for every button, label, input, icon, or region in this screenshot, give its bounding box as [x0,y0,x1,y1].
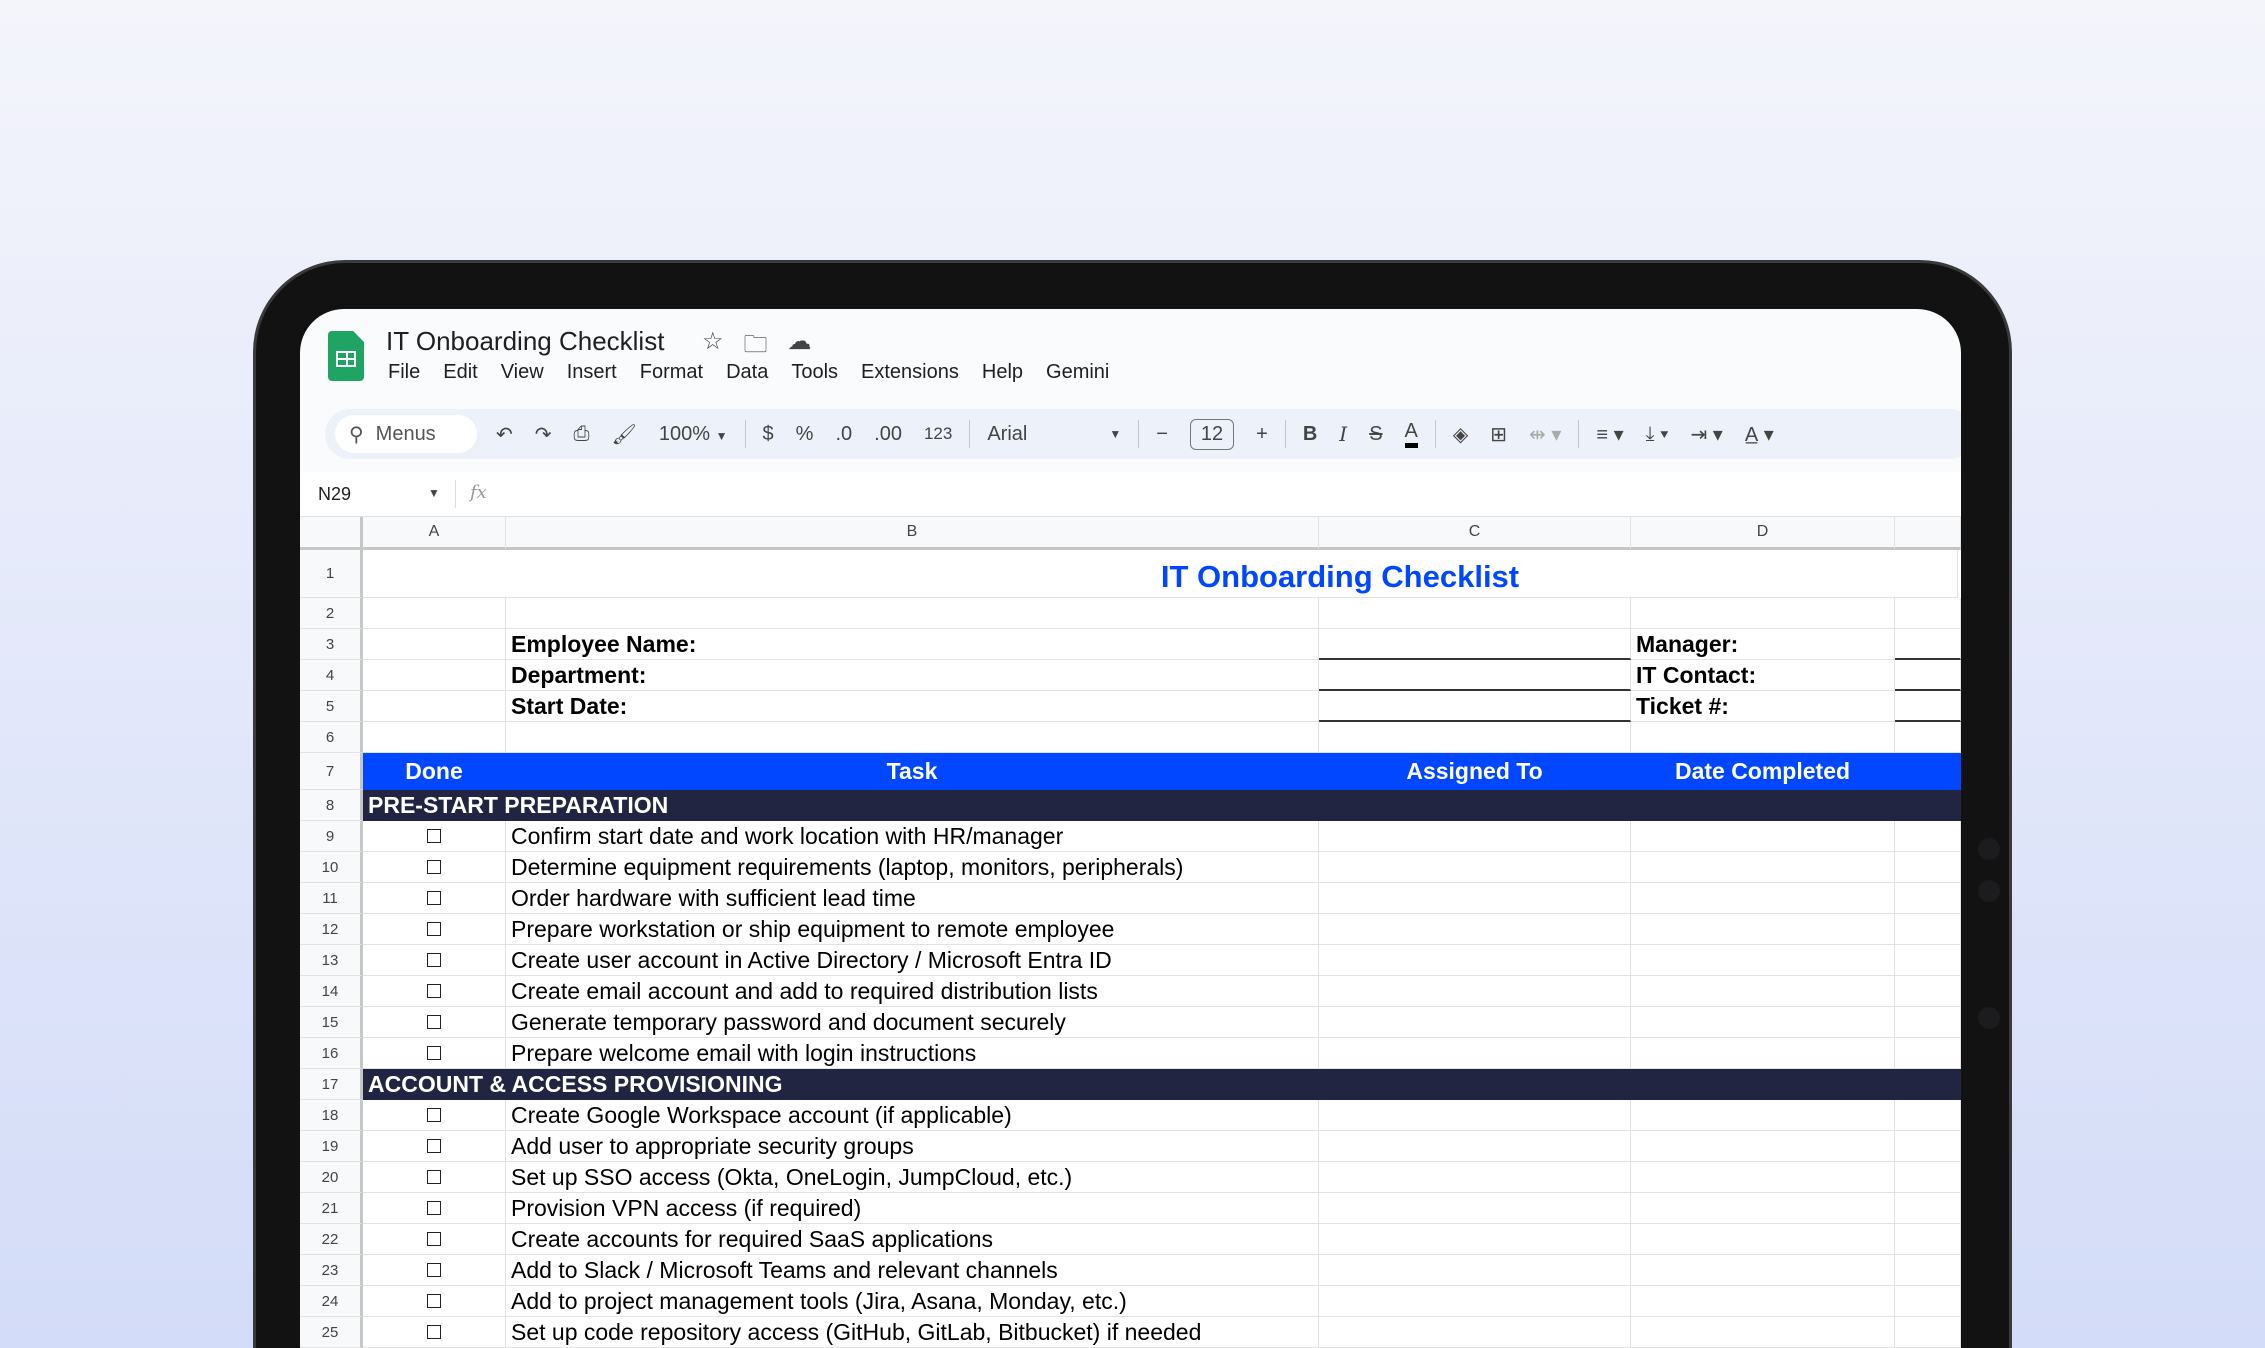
bold-button[interactable]: B [1302,422,1318,445]
row-header[interactable]: 12 [300,914,363,945]
row-header[interactable]: 2 [300,598,363,629]
date-completed-cell[interactable] [1631,1007,1895,1038]
info-input[interactable] [1319,660,1631,691]
checkbox[interactable] [427,1263,441,1277]
done-checkbox-cell[interactable] [363,1038,506,1069]
cell[interactable] [363,722,506,753]
info-label[interactable]: Department: [506,660,1319,691]
task-cell[interactable]: Add user to appropriate security groups [506,1131,1319,1162]
borders-icon[interactable]: ⊞ [1490,423,1508,446]
table-row [300,821,1961,852]
row-header[interactable]: 17 [300,1069,363,1100]
row-header[interactable]: 15 [300,1007,363,1038]
cell[interactable] [1319,598,1631,629]
bezel-button-icon [1978,838,2000,860]
increase-font-size-icon[interactable]: + [1256,422,1268,445]
print-icon[interactable]: ⎙ [573,422,590,445]
table-row [300,598,1961,629]
cell[interactable] [1895,852,1961,883]
date-completed-cell[interactable] [1631,1255,1895,1286]
italic-button[interactable]: I [1339,422,1348,446]
star-icon[interactable]: ☆ [702,328,724,355]
row-header[interactable]: 18 [300,1100,363,1131]
date-completed-cell[interactable] [1631,821,1895,852]
select-all-corner[interactable] [300,517,363,550]
assigned-to-cell[interactable] [1319,1038,1631,1069]
task-cell[interactable]: Create Google Workspace account (if applicable) [506,1100,1319,1131]
divider [1435,420,1436,448]
row-header[interactable]: 25 [300,1317,363,1348]
done-checkbox-cell[interactable] [363,1131,506,1162]
date-completed-cell[interactable] [1631,1224,1895,1255]
table-row [300,1224,1961,1255]
move-folder-icon[interactable]: 🗀 [743,331,768,358]
text-rotation-icon[interactable]: A̲ ▾ [1744,423,1774,446]
spreadsheet-grid [300,517,1961,1348]
cell[interactable] [1895,1007,1961,1038]
cell[interactable] [1895,821,1961,852]
cell[interactable] [506,598,1319,629]
done-checkbox-cell[interactable] [363,852,506,883]
info-label[interactable]: IT Contact: [1631,660,1895,691]
done-checkbox-cell[interactable] [363,1317,506,1348]
task-cell[interactable]: Create email account and add to required distribution lists [506,976,1319,1007]
done-checkbox-cell[interactable] [363,945,506,976]
done-checkbox-cell[interactable] [363,1100,506,1131]
checkbox[interactable] [427,1232,441,1246]
table-row [300,660,1961,691]
table-row [300,1131,1961,1162]
checkbox[interactable] [427,1325,441,1339]
table-row [300,691,1961,722]
task-cell[interactable]: Create user account in Active Directory / Microsoft Entra ID [506,945,1319,976]
date-completed-cell[interactable] [1631,1317,1895,1348]
info-label[interactable]: Start Date: [506,691,1319,722]
row-header[interactable]: 23 [300,1255,363,1286]
table-row [300,517,1961,550]
cell[interactable] [363,629,506,660]
cell[interactable] [1895,598,1961,629]
table-row [300,1193,1961,1224]
divider [969,420,970,448]
checkbox[interactable] [427,829,441,843]
checkbox[interactable] [427,1139,441,1153]
text-wrap-icon[interactable]: ⇥ ▾ [1690,423,1723,446]
checkbox[interactable] [427,1201,441,1215]
info-input[interactable] [1319,629,1631,660]
column-header[interactable]: B [506,517,1319,550]
info-input[interactable] [1319,691,1631,722]
table-row [300,753,1961,790]
menu-extensions[interactable]: Extensions [861,361,959,383]
done-checkbox-cell[interactable] [363,1255,506,1286]
table-row [300,914,1961,945]
assigned-to-cell[interactable] [1319,1131,1631,1162]
row-header[interactable]: 8 [300,790,363,821]
checkbox[interactable] [427,860,441,874]
menu-file[interactable]: File [388,361,421,383]
task-cell[interactable]: Order hardware with sufficient lead time [506,883,1319,914]
menu-tools[interactable]: Tools [791,361,839,383]
bezel-button-icon [1978,1007,2000,1029]
table-row [300,1007,1961,1038]
zoom-select[interactable] [659,423,728,446]
checkbox[interactable] [427,984,441,998]
done-checkbox-cell[interactable] [363,1286,506,1317]
column-title[interactable]: Date Completed [1631,753,1895,790]
done-checkbox-cell[interactable] [363,821,506,852]
task-cell[interactable]: Set up code repository access (GitHub, GitLab, Bitbucket) if needed [506,1317,1319,1348]
task-cell[interactable]: Set up SSO access (Okta, OneLogin, JumpCloud, etc.) [506,1162,1319,1193]
row-header[interactable]: 3 [300,629,363,660]
increase-decimal-button[interactable]: .00 [874,422,902,445]
done-checkbox-cell[interactable] [363,1224,506,1255]
toolbar [325,409,1961,459]
done-checkbox-cell[interactable] [363,883,506,914]
cell[interactable] [1895,1162,1961,1193]
row-header[interactable]: 19 [300,1131,363,1162]
cell[interactable] [1895,1255,1961,1286]
assigned-to-cell[interactable] [1319,821,1631,852]
table-row [300,722,1961,753]
date-completed-cell[interactable] [1631,1193,1895,1224]
menu-help[interactable]: Help [981,361,1024,383]
date-completed-cell[interactable] [1631,945,1895,976]
divider [1138,420,1139,448]
redo-icon[interactable]: ↷ [534,423,552,446]
checkbox[interactable] [427,1108,441,1122]
divider [1285,420,1286,448]
task-cell[interactable]: Prepare workstation or ship equipment to remote employee [506,914,1319,945]
fill-color-icon[interactable]: ◈ [1452,423,1469,446]
task-cell[interactable]: Add to project management tools (Jira, Asana, Monday, etc.) [506,1286,1319,1317]
row-header[interactable]: 6 [300,722,363,753]
row-header[interactable]: 11 [300,883,363,914]
column-title[interactable]: Task [506,753,1319,790]
table-row [300,629,1961,660]
table-row [300,976,1961,1007]
date-completed-cell[interactable] [1631,883,1895,914]
column-header[interactable] [1895,517,1961,550]
table-row [300,1162,1961,1193]
checkbox[interactable] [427,1015,441,1029]
row-header[interactable]: 21 [300,1193,363,1224]
cell[interactable] [1895,1193,1961,1224]
row-header[interactable]: 14 [300,976,363,1007]
cell[interactable] [1319,722,1631,753]
date-completed-cell[interactable] [1631,1131,1895,1162]
table-row [300,945,1961,976]
cell[interactable] [1895,1224,1961,1255]
strikethrough-icon[interactable]: S [1369,422,1383,445]
row-header[interactable]: 16 [300,1038,363,1069]
checkbox[interactable] [427,1294,441,1308]
checkbox[interactable] [427,953,441,967]
row-header[interactable]: 24 [300,1286,363,1317]
row-header[interactable]: 7 [300,753,363,790]
done-checkbox-cell[interactable] [363,1007,506,1038]
info-label[interactable]: Ticket #: [1631,691,1895,722]
info-input[interactable] [1895,660,1961,691]
cell[interactable] [363,660,506,691]
menu-format[interactable]: Format [639,361,704,383]
sheets-logo-icon[interactable] [328,331,364,381]
menu-data[interactable]: Data [726,361,769,383]
cell[interactable] [1895,1286,1961,1317]
table-row [300,1038,1961,1069]
align-left-icon[interactable]: ≡ ▾ [1596,423,1624,446]
table-row [300,883,1961,914]
formula-bar [300,472,1961,517]
done-checkbox-cell[interactable] [363,976,506,1007]
date-completed-cell[interactable] [1631,1038,1895,1069]
section-header[interactable]: PRE-START PREPARATION [363,790,1961,821]
column-header[interactable]: A [363,517,506,550]
assigned-to-cell[interactable] [1319,852,1631,883]
assigned-to-cell[interactable] [1319,914,1631,945]
task-cell[interactable]: Provision VPN access (if required) [506,1193,1319,1224]
date-completed-cell[interactable] [1631,1162,1895,1193]
menu-insert[interactable]: Insert [566,361,617,383]
info-label[interactable]: Employee Name: [506,629,1319,660]
name-box[interactable]: N29 [318,484,352,504]
row-header[interactable]: 13 [300,945,363,976]
row-header[interactable]: 1 [300,550,363,598]
cell[interactable] [363,598,506,629]
table-row [300,1317,1961,1348]
done-checkbox-cell[interactable] [363,914,506,945]
checkbox[interactable] [427,922,441,936]
chevron-down-icon[interactable]: ▼ [1109,427,1122,441]
cell[interactable] [1895,883,1961,914]
task-cell[interactable]: Determine equipment requirements (laptop, monitors, peripherals) [506,852,1319,883]
assigned-to-cell[interactable] [1319,1224,1631,1255]
row-header[interactable]: 9 [300,821,363,852]
document-title[interactable]: IT Onboarding Checklist [386,326,665,356]
date-completed-cell[interactable] [1631,914,1895,945]
date-completed-cell[interactable] [1631,1100,1895,1131]
checkbox[interactable] [427,891,441,905]
checkbox[interactable] [427,1170,441,1184]
assigned-to-cell[interactable] [1319,1100,1631,1131]
paint-format-icon[interactable]: 🖌 [611,423,637,446]
decrease-decimal-button[interactable]: .0 [835,422,853,445]
menu-view[interactable]: View [500,361,544,383]
done-checkbox-cell[interactable] [363,1193,506,1224]
cell[interactable] [363,691,506,722]
assigned-to-cell[interactable] [1319,945,1631,976]
menu-edit[interactable]: Edit [443,361,478,383]
cell[interactable] [1895,976,1961,1007]
assigned-to-cell[interactable] [1319,1007,1631,1038]
info-input[interactable] [1895,691,1961,722]
section-header[interactable]: ACCOUNT & ACCESS PROVISIONING [363,1069,1961,1100]
table-row [300,1286,1961,1317]
percent-button[interactable]: % [795,422,814,445]
cell[interactable] [506,722,1319,753]
task-cell[interactable]: Generate temporary password and document securely [506,1007,1319,1038]
column-title[interactable]: Assigned To [1319,753,1631,790]
table-row [300,790,1961,821]
currency-button[interactable]: $ [762,422,774,445]
info-label[interactable]: Manager: [1631,629,1895,660]
date-completed-cell[interactable] [1631,1286,1895,1317]
checkbox[interactable] [427,1046,441,1060]
menus-search-label: Menus [375,422,436,445]
cloud-saved-icon[interactable]: ☁ [787,328,812,355]
cell[interactable] [1895,914,1961,945]
assigned-to-cell[interactable] [1319,883,1631,914]
date-completed-cell[interactable] [1631,976,1895,1007]
menus-search[interactable] [335,415,477,453]
done-checkbox-cell[interactable] [363,1162,506,1193]
sheet-title[interactable]: IT Onboarding Checklist [363,550,1958,598]
row-header[interactable]: 20 [300,1162,363,1193]
menu-bar [388,361,1109,384]
info-input[interactable] [1895,629,1961,660]
cell[interactable] [1895,722,1961,753]
merge-cells-icon[interactable]: ⇹ ▾ [1529,423,1562,446]
divider [1578,420,1579,448]
row-header[interactable]: 10 [300,852,363,883]
column-header[interactable]: D [1631,517,1895,550]
chevron-down-icon: ▼ [715,428,728,443]
search-icon: ⚲ [349,423,364,446]
assigned-to-cell[interactable] [1319,1286,1631,1317]
zoom-value: 100% [658,422,711,445]
table-row [300,1069,1961,1100]
row-header[interactable]: 4 [300,660,363,691]
fx-icon: fx [470,482,487,503]
cell[interactable] [1895,1131,1961,1162]
cell[interactable] [1895,945,1961,976]
date-completed-cell[interactable] [1631,852,1895,883]
task-cell[interactable]: Add to Slack / Microsoft Teams and relevant channels [506,1255,1319,1286]
number-format-button[interactable]: 123 [923,424,953,443]
table-row [300,1100,1961,1131]
font-size-input[interactable]: 12 [1190,419,1234,450]
task-cell[interactable]: Prepare welcome email with login instructions [506,1038,1319,1069]
cell[interactable] [1631,598,1895,629]
assigned-to-cell[interactable] [1319,1317,1631,1348]
column-header[interactable]: C [1319,517,1631,550]
decrease-font-size-icon[interactable]: − [1156,422,1168,445]
row-header[interactable]: 5 [300,691,363,722]
font-select[interactable]: Arial [987,422,1028,445]
cell[interactable] [1895,1038,1961,1069]
assigned-to-cell[interactable] [1319,1193,1631,1224]
cell[interactable] [1895,1100,1961,1131]
assigned-to-cell[interactable] [1319,976,1631,1007]
menu-gemini[interactable]: Gemini [1046,361,1110,383]
text-color-button[interactable]: A [1405,420,1418,448]
table-row [300,550,1961,598]
chevron-down-icon[interactable]: ▼ [428,486,440,500]
undo-icon[interactable]: ↶ [496,423,513,446]
task-cell[interactable]: Create accounts for required SaaS applications [506,1224,1319,1255]
assigned-to-cell[interactable] [1319,1162,1631,1193]
cell[interactable] [1895,753,1961,790]
row-header[interactable]: 22 [300,1224,363,1255]
sheets-window [300,309,1961,1348]
divider [745,420,746,448]
cell[interactable] [1895,1317,1961,1348]
table-row [300,1255,1961,1286]
column-title[interactable]: Done [363,753,506,790]
assigned-to-cell[interactable] [1319,1255,1631,1286]
vertical-align-icon[interactable]: ⤓ ▾ [1645,422,1669,445]
cell[interactable] [1631,722,1895,753]
bezel-button-icon [1978,880,2000,902]
table-row [300,852,1961,883]
task-cell[interactable]: Confirm start date and work location with HR/manager [506,821,1319,852]
